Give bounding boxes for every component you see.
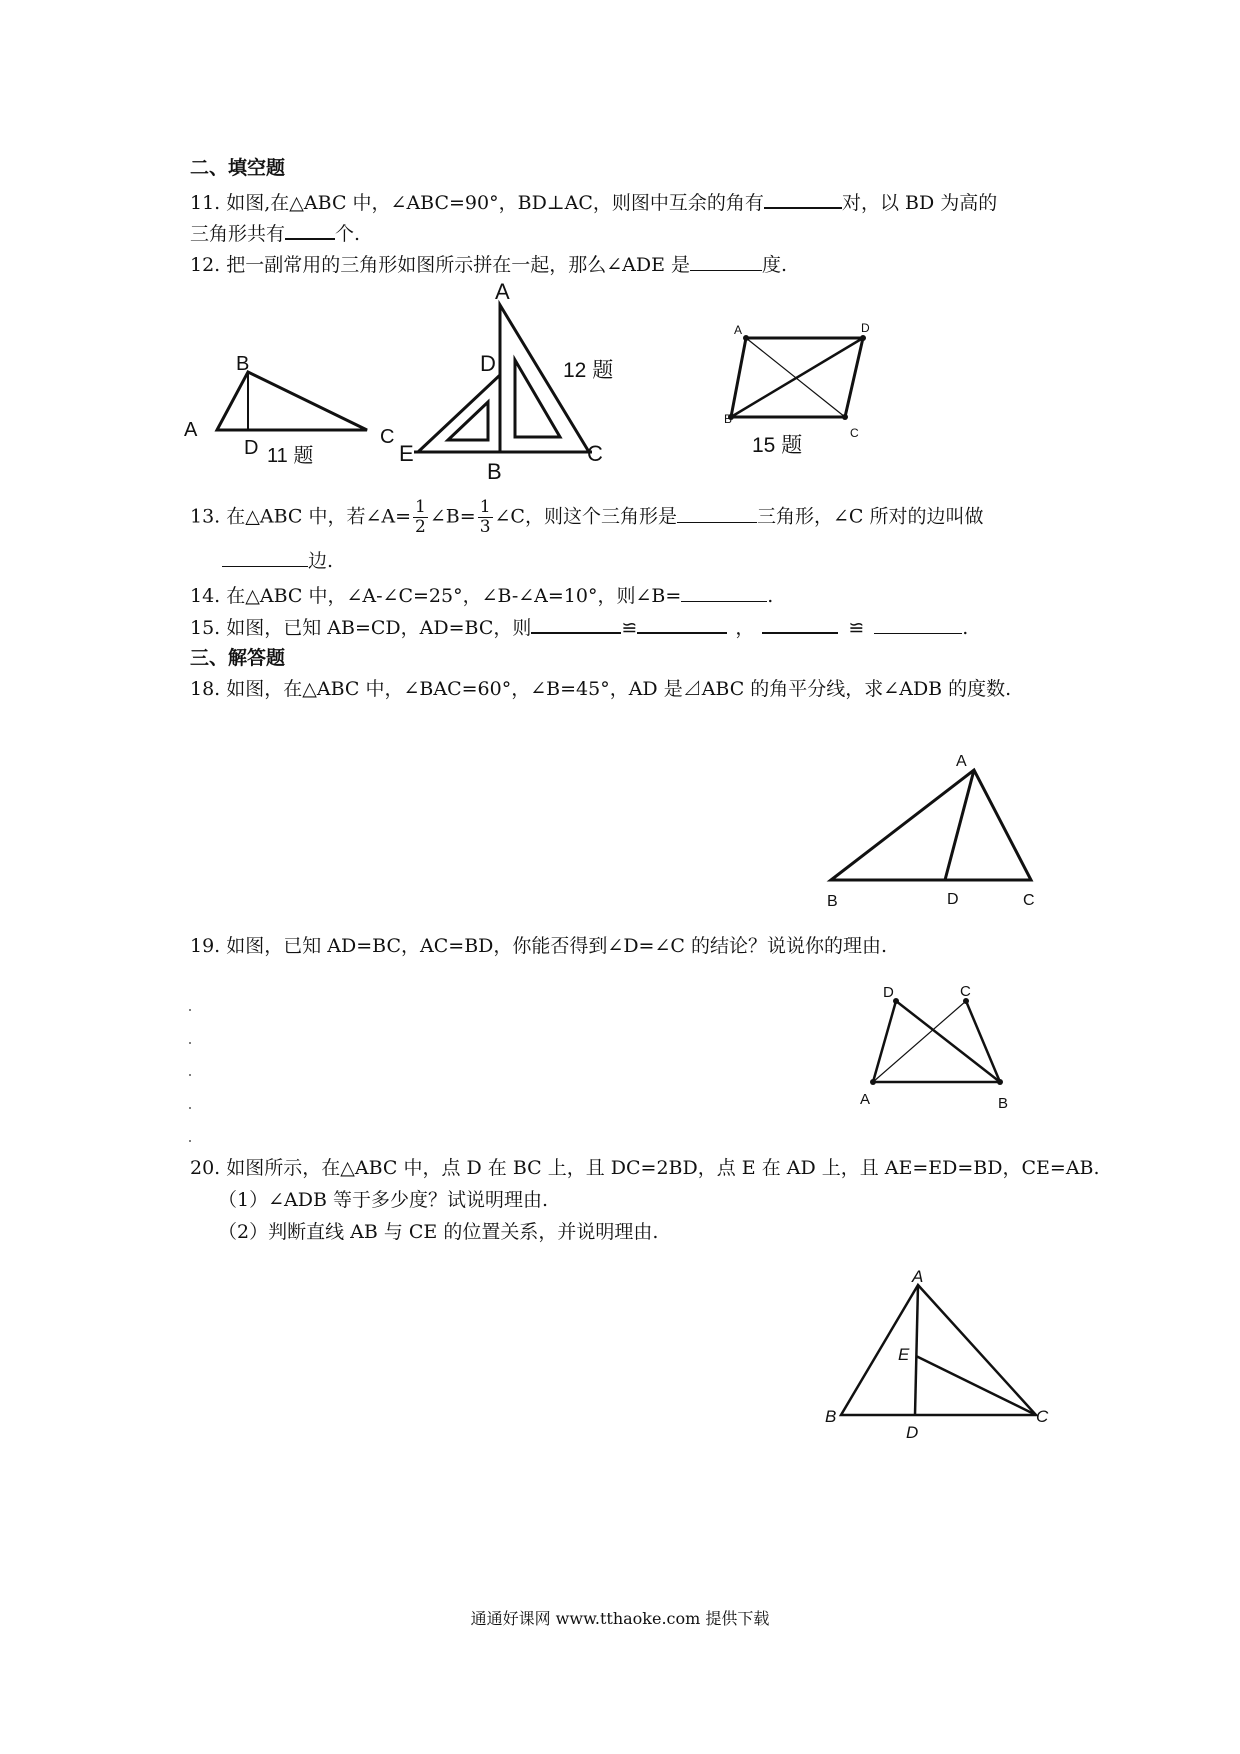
- fig15-label-d: D: [861, 321, 870, 335]
- fig20-segment-ce: [916, 1356, 1036, 1415]
- fig15-label-c: C: [850, 426, 859, 440]
- fig12-label-e: E: [399, 441, 414, 466]
- fig11-caption: 11 题: [267, 445, 314, 467]
- q15-comma: ，: [735, 617, 755, 639]
- q13-text-e: 边.: [308, 550, 334, 572]
- fig15-label-b: B: [724, 412, 733, 426]
- question-18: 18. 如图，在△ABC 中，∠BAC=60°，∠B=45°，AD 是⊿ABC 的角平分线，求∠ADB 的度数.: [190, 678, 1012, 700]
- q13-frac1-numerator: 1: [415, 497, 426, 517]
- fig20-label-c: C: [1036, 1407, 1049, 1426]
- q11-text-b: 对，以 BD 为高的: [841, 192, 998, 214]
- fig11-label-c: C: [380, 426, 395, 448]
- q15-cong-2: ≌: [848, 617, 865, 639]
- question-20-sub-1: （1）∠ADB 等于多少度？试说明理由.: [218, 1189, 549, 1211]
- fig12-label-d: D: [480, 351, 496, 376]
- fig20-triangle: [841, 1285, 1036, 1415]
- page-footer: 通通好课网 www.tthaoke.com 提供下载: [470, 1609, 770, 1628]
- q13-text-a: 13. 在△ABC 中，若∠A=: [190, 505, 412, 528]
- q13-text-d: 三角形，∠C 所对的边叫做: [756, 505, 984, 528]
- fig20-label-b: B: [825, 1407, 837, 1426]
- section-title-solutions: 三、解答题: [190, 647, 286, 669]
- fig18-label-d: D: [947, 891, 959, 908]
- fig20-label-d: D: [906, 1423, 919, 1442]
- q13-text-b: ∠B=: [429, 505, 476, 528]
- fig11-label-d: D: [244, 437, 259, 459]
- fig15-label-a: A: [734, 323, 743, 337]
- q11-text-d: 个.: [335, 223, 361, 245]
- q13-frac1-denominator: 2: [415, 517, 426, 537]
- q13-frac2-denominator: 3: [479, 517, 491, 537]
- q11-text-c: 三角形共有: [190, 223, 286, 245]
- fig15-caption: 15 题: [752, 434, 803, 457]
- q13-frac2-numerator: 1: [479, 497, 491, 517]
- fig18-label-b: B: [827, 893, 838, 910]
- q11-text-a: 11. 如图,在△ABC 中，∠ABC=90°，BD⊥AC，则图中互余的角有: [190, 192, 764, 214]
- fig19-label-c: C: [960, 983, 971, 1000]
- q15-end: .: [962, 617, 969, 639]
- q13-text-c: ∠C，则这个三角形是: [494, 505, 677, 528]
- section-title-fill-blank: 二、填空题: [190, 157, 286, 179]
- q15-cong-1: ≌: [621, 617, 638, 639]
- q14-text-b: .: [767, 585, 774, 607]
- fig11-label-a: A: [184, 419, 198, 441]
- fig18-label-a: A: [956, 753, 967, 770]
- fig20-label-a: A: [912, 1267, 924, 1286]
- question-20-sub-2: （2）判断直线 AB 与 CE 的位置关系，并说明理由.: [218, 1221, 659, 1243]
- q14-text-a: 14. 在△ABC 中，∠A-∠C=25°，∠B-∠A=10°，则∠B=: [190, 585, 682, 607]
- question-19: 19. 如图，已知 AD=BC，AC=BD，你能否得到∠D=∠C 的结论？说说你的理由.: [190, 935, 888, 957]
- fig12-label-c: C: [587, 441, 603, 466]
- fig19-label-d: D: [883, 984, 894, 1001]
- fig12-label-b: B: [487, 459, 502, 484]
- fig20-label-e: E: [898, 1345, 910, 1364]
- q12-text-a: 12. 把一副常用的三角形如图所示拼在一起，那么∠ADE 是: [190, 254, 691, 276]
- fig12-label-a: A: [495, 279, 510, 304]
- fig20-segment-ad: [915, 1285, 918, 1415]
- fig19-label-a: A: [860, 1091, 871, 1108]
- question-20: 20. 如图所示，在△ABC 中，点 D 在 BC 上，且 DC=2BD，点 E 在 AD 上，且 AE=ED=BD，CE=AB.: [190, 1157, 1100, 1179]
- q15-text-a: 15. 如图，已知 AB=CD，AD=BC，则: [190, 617, 532, 639]
- fig19-label-b: B: [998, 1095, 1009, 1112]
- fig12-caption: 12 题: [563, 359, 614, 382]
- fig18-label-c: C: [1023, 892, 1035, 909]
- q12-text-b: 度.: [762, 254, 788, 276]
- fig11-label-b: B: [236, 353, 250, 375]
